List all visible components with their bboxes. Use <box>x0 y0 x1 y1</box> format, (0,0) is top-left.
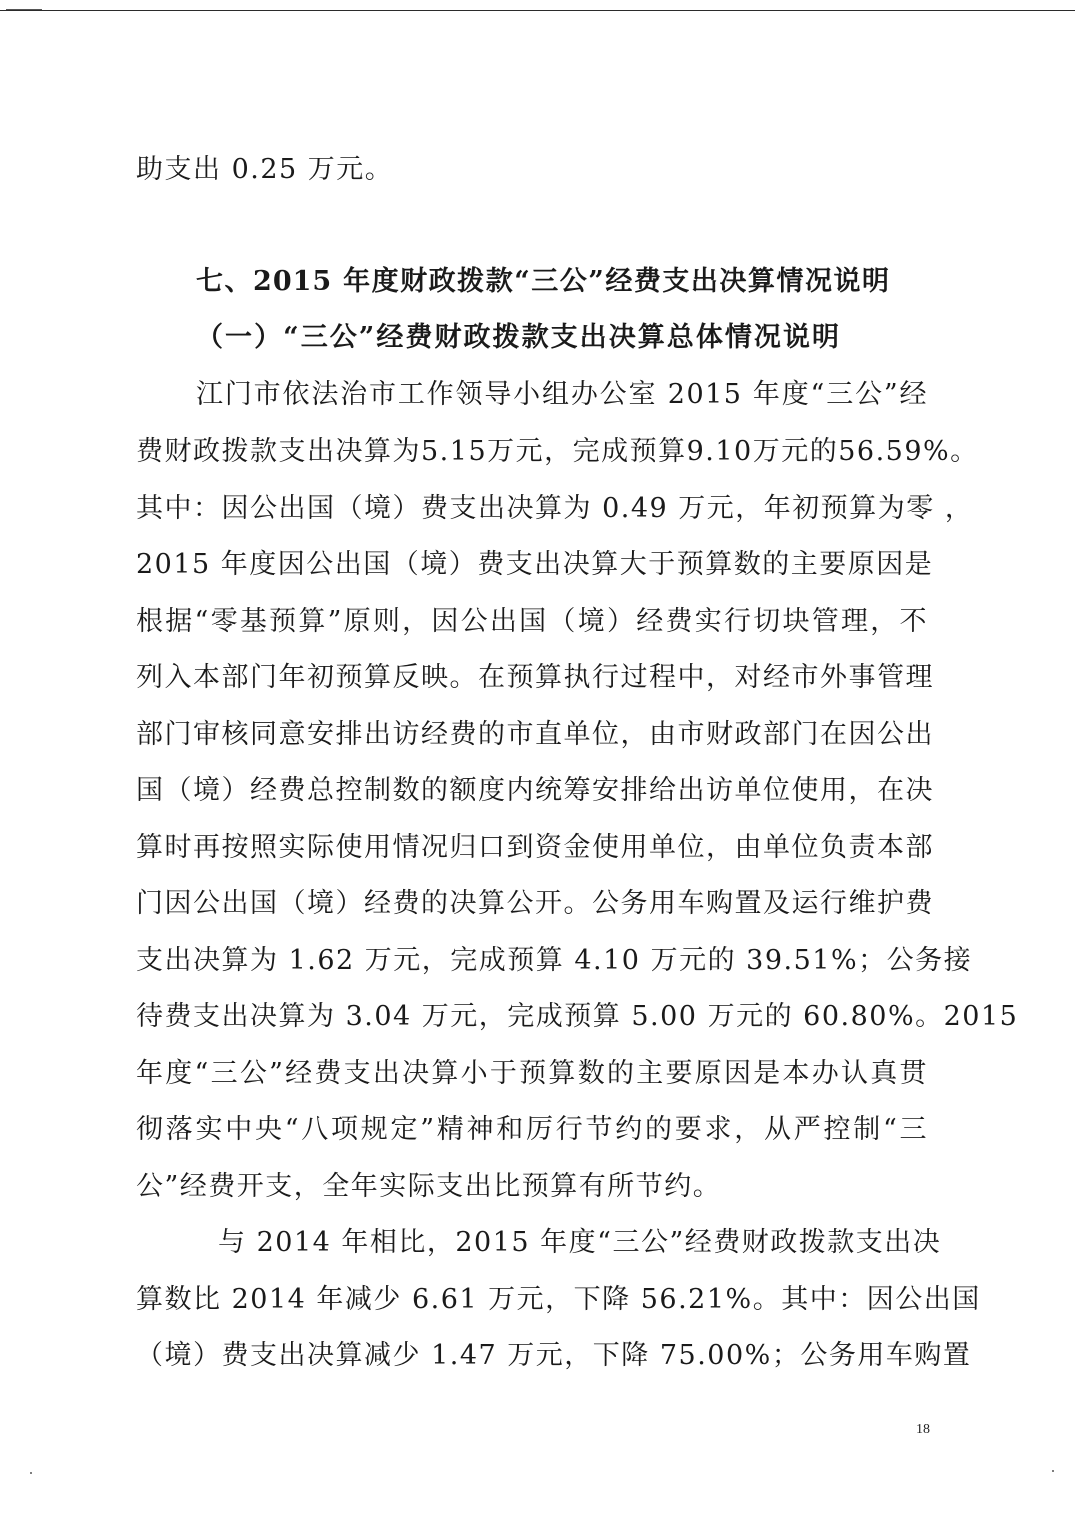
paragraph-line: 江门市依法治市工作领导小组办公室 2015 年度“三公”经 <box>196 379 928 410</box>
paragraph-line: 彻落实中央“八项规定”精神和厉行节约的要求，从严控制“三 <box>136 1114 928 1145</box>
paragraph-line: 列入本部门年初预算反映。在预算执行过程中，对经市外事管理 <box>136 662 934 693</box>
scan-speck <box>30 1472 32 1474</box>
paragraph-line: 公”经费开支，全年实际支出比预算有所节约。 <box>136 1171 722 1202</box>
subsection-heading: （一）“三公”经费财政拨款支出决算总体情况说明 <box>196 322 840 353</box>
paragraph-line: 算时再按照实际使用情况归口到资金使用单位，由单位负责本部 <box>136 832 934 863</box>
paragraph-line: 算数比 2014 年减少 6.61 万元，下降 56.21%。其中：因公出国 <box>136 1284 981 1315</box>
paragraph-line: 待费支出决算为 3.04 万元，完成预算 5.00 万元的 60.80%。2015 <box>136 1001 1019 1032</box>
top-border-line <box>0 10 1075 11</box>
top-border-mark <box>6 9 42 10</box>
paragraph-line: 年度“三公”经费支出决算小于预算数的主要原因是本办认真贯 <box>136 1058 928 1089</box>
paragraph-line: 门因公出国（境）经费的决算公开。公务用车购置及运行维护费 <box>136 888 934 919</box>
page-number: 18 <box>916 1422 930 1437</box>
section-heading: 七、2015 年度财政拨款“三公”经费支出决算情况说明 <box>196 266 890 297</box>
paragraph-line: 支出决算为 1.62 万元，完成预算 4.10 万元的 39.51%；公务接 <box>136 945 973 976</box>
paragraph-line: 2015 年度因公出国（境）费支出决算大于预算数的主要原因是 <box>136 549 934 580</box>
paragraph-line: 国（境）经费总控制数的额度内统筹安排给出访单位使用，在决 <box>136 775 934 806</box>
paragraph-line: 部门审核同意安排出访经费的市直单位，由市财政部门在因公出 <box>136 719 934 750</box>
paragraph-line: （境）费支出决算减少 1.47 万元，下降 75.00%；公务用车购置 <box>136 1340 972 1371</box>
paragraph-line: 根据“零基预算”原则，因公出国（境）经费实行切块管理，不 <box>136 606 928 637</box>
paragraph-line: 其中：因公出国（境）费支出决算为 0.49 万元，年初预算为零 ， <box>136 493 974 524</box>
paragraph-line: 与 2014 年相比，2015 年度“三公”经费财政拨款支出决 <box>218 1227 942 1258</box>
scan-speck <box>1052 1470 1054 1472</box>
paragraph-line: 助支出 0.25 万元。 <box>136 154 394 185</box>
paragraph-line: 费财政拨款支出决算为5.15万元，完成预算9.10万元的56.59%。 <box>136 436 979 467</box>
